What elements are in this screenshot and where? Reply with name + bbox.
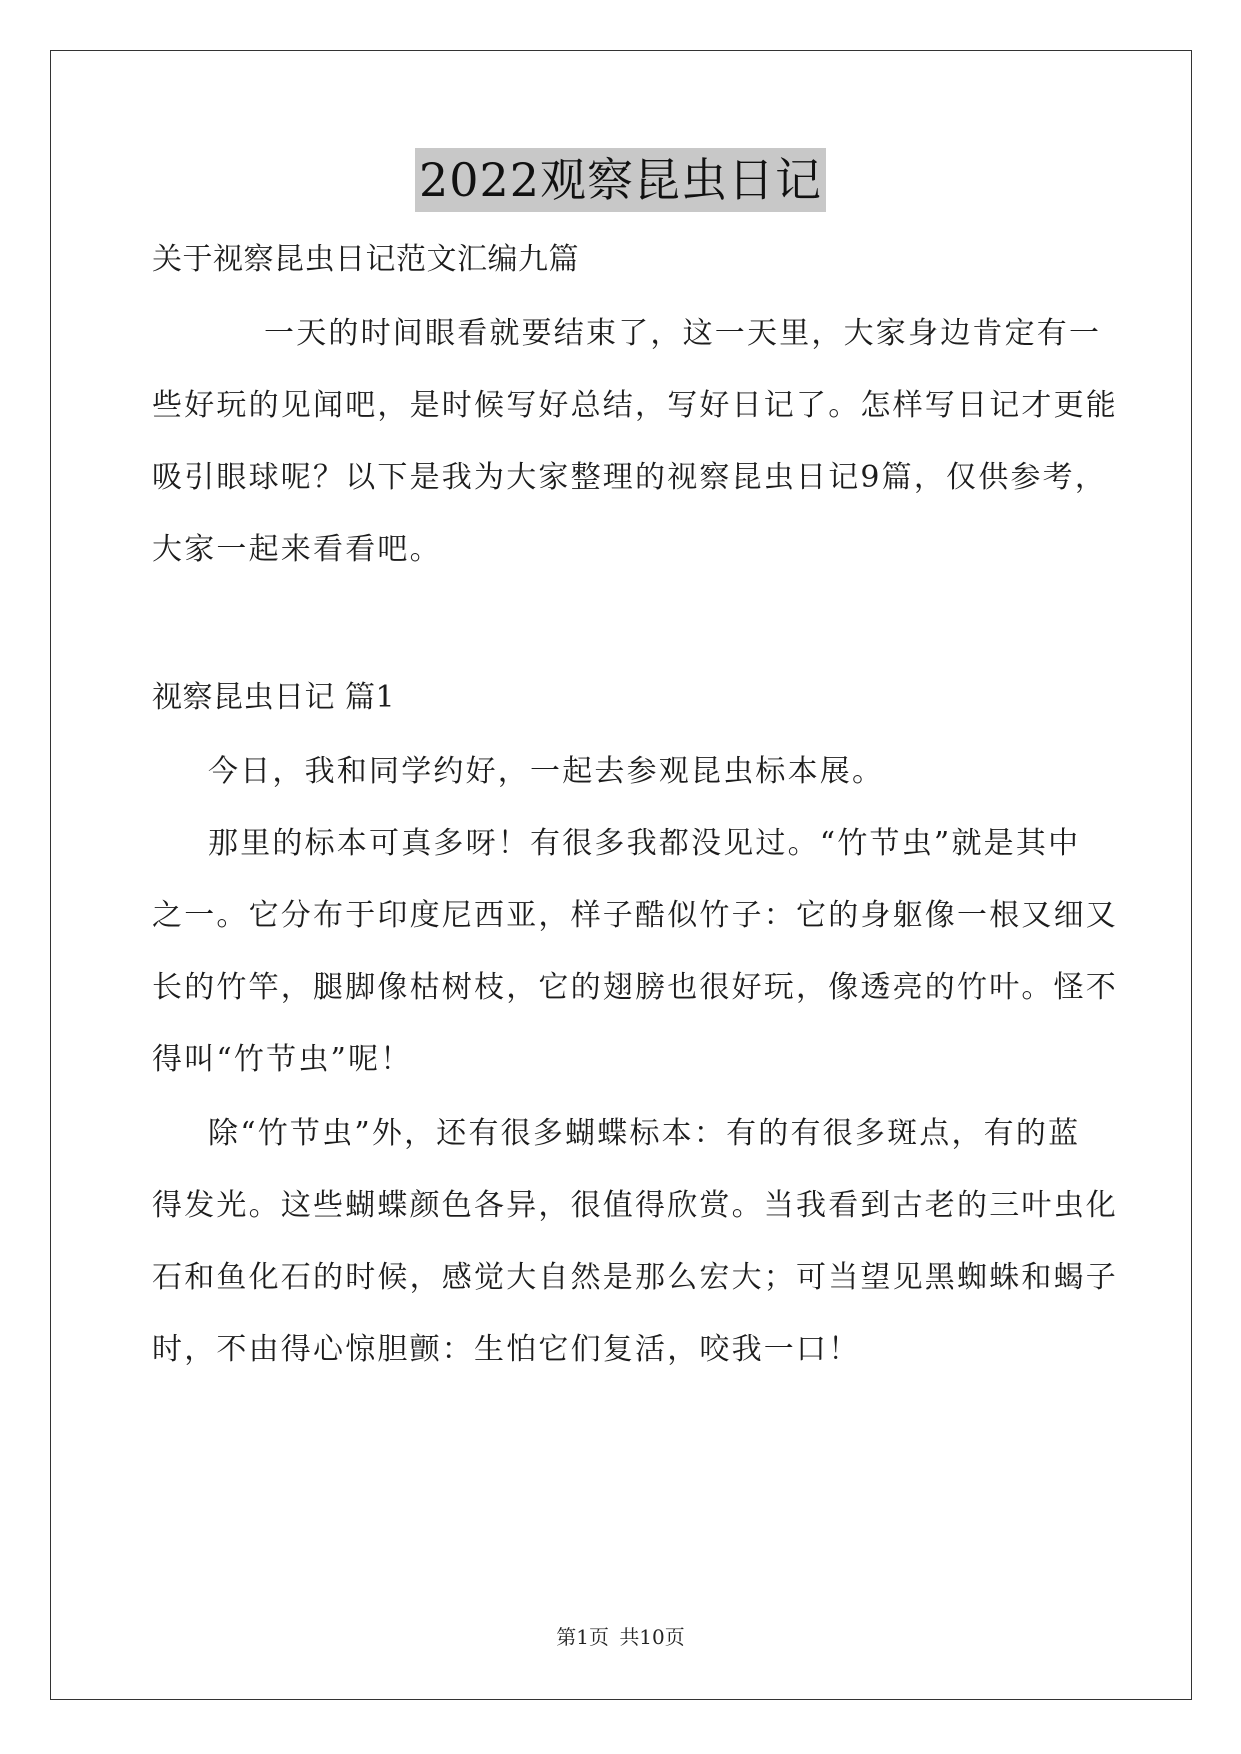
document-subtitle: 关于视察昆虫日记范文汇编九篇 [152,242,579,277]
body-line: 那里的标本可真多呀！有很多我都没见过。“竹节虫”就是其中 [208,826,1081,861]
document-title: 2022观察昆虫日记 [415,148,826,212]
page-footer [0,1624,1241,1650]
body-line: 得发光。这些蝴蝶颜色各异，很值得欣赏。当我看到古老的三叶虫化 [152,1188,1118,1223]
title-container [0,148,1241,212]
intro-line: 吸引眼球呢？以下是我为大家整理的视察昆虫日记9篇，仅供参考， [152,460,1108,495]
section-heading: 视察昆虫日记 篇1 [152,680,396,715]
intro-line: 大家一起来看看吧。 [152,532,442,567]
body-line: 之一。它分布于印度尼西亚，样子酷似竹子：它的身躯像一根又细又 [152,898,1118,933]
page-total: 共10页 [619,1625,685,1649]
body-line: 今日，我和同学约好，一起去参观昆虫标本展。 [208,754,885,789]
intro-line: 些好玩的见闻吧，是时候写好总结，写好日记了。怎样写日记才更能 [152,388,1118,423]
intro-line: 一天的时间眼看就要结束了，这一天里，大家身边肯定有一 [264,316,1102,351]
body-line: 长的竹竿，腿脚像枯树枝，它的翅膀也很好玩，像透亮的竹叶。怪不 [152,970,1118,1005]
body-line: 时，不由得心惊胆颤：生怕它们复活，咬我一口！ [152,1332,861,1367]
page-border [50,50,1192,1700]
body-line: 石和鱼化石的时候，感觉大自然是那么宏大；可当望见黑蜘蛛和蝎子 [152,1260,1118,1295]
body-line: 得叫“竹节虫”呢！ [152,1042,413,1077]
page-number: 第1页 [556,1625,609,1649]
body-line: 除“竹节虫”外，还有很多蝴蝶标本：有的有很多斑点，有的蓝 [208,1116,1081,1151]
